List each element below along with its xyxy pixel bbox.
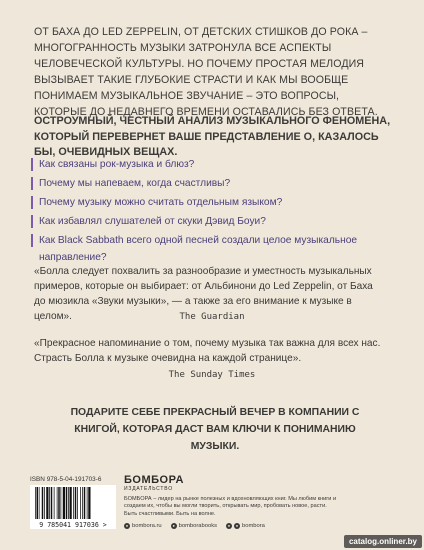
barcode <box>30 485 116 529</box>
social-label: bombora <box>242 523 265 530</box>
list-item <box>31 156 411 175</box>
social-instagram[interactable] <box>171 523 217 529</box>
vk-icon: ● <box>227 523 231 529</box>
instagram-icon: ● <box>172 523 175 529</box>
telegram-icon: ● <box>235 523 239 529</box>
barcode-bar <box>82 487 83 519</box>
social-label: bombora.ru <box>132 523 162 530</box>
list-item <box>31 232 411 263</box>
watermark: catalog.onliner.by <box>344 535 422 548</box>
barcode-bar <box>88 487 90 519</box>
barcode-bar <box>68 487 69 519</box>
barcode-bar <box>39 487 40 519</box>
isbn-block <box>30 476 116 529</box>
list-item <box>31 175 411 194</box>
quote-sunday-times: «Прекрасное напоминание о том, почему музыка так важна для всех нас. Страсть Болла к музыке очевидна на каждой странице». <box>34 338 381 364</box>
barcode-bars <box>30 485 116 521</box>
question-text: Почему мы напеваем, когда счастливы? <box>39 178 231 189</box>
social-vk[interactable] <box>226 523 265 529</box>
barcode-bar <box>58 487 60 519</box>
question-text: Как связаны рок-музыка и блюз? <box>39 159 195 170</box>
barcode-bar <box>70 487 72 519</box>
accent-bar <box>31 158 33 171</box>
accent-bar <box>31 196 33 209</box>
barcode-bar <box>37 487 39 519</box>
isbn-number: ISBN 978-5-04-191703-6 <box>30 476 102 483</box>
accent-bar <box>31 215 33 228</box>
barcode-bar <box>35 487 36 519</box>
question-text: Как избавлял слушателей от скуки Дэвид Боуи? <box>39 216 266 227</box>
social-links <box>124 523 344 529</box>
publisher-logo: БОМБОРА <box>124 474 184 486</box>
intro-paragraph: ОТ БАХА ДО LED ZEPPELIN, ОТ ДЕТСКИХ СТИШКОВ ДО РОКА – МНОГОГРАННОСТЬ МУЗЫКИ ЗАТРОНУЛА ВСЕ АСПЕКТЫ ЧЕЛОВЕЧЕСКОЙ КУЛЬТУРЫ. НО ПОЧЕМУ ПРОСТАЯ МЕЛОДИЯ ВЫЗЫВАЕТ ТАКИЕ ГЛУБОКИЕ СТРАСТИ И КАК МЫ ВООБЩЕ ПОНИМАЕМ МУЗЫКАЛЬНОЕ ЗВУЧАНИЕ – ЭТО ВОПРОСЫ, КОТОРЫЕ ДО НЕДАВНЕГО ВРЕМЕНИ ОСТАВАЛИСЬ БЕЗ ОТВЕТА. <box>34 26 378 118</box>
barcode-bar <box>42 487 44 519</box>
barcode-bar <box>63 487 65 519</box>
barcode-bar <box>87 487 88 519</box>
barcode-bar <box>54 487 55 519</box>
question-text: Как Black Sabbath всего одной песней создали целое музыкальное направление? <box>39 235 358 263</box>
barcode-bar <box>49 487 50 519</box>
barcode-bar <box>84 487 86 519</box>
globe-icon: ● <box>125 523 129 529</box>
closing-statement: ПОДАРИТЕ СЕБЕ ПРЕКРАСНЫЙ ВЕЧЕР В КОМПАНИИ С КНИГОЙ, КОТОРАЯ ДАСТ ВАМ КЛЮЧИ К ПОНИМАНИЮ МУЗЫКИ. <box>70 407 360 452</box>
quote-source-guardian: The Guardian <box>179 312 245 322</box>
barcode-bar <box>73 487 74 519</box>
barcode-bar <box>51 487 53 519</box>
publisher-description: БОМБОРА – лидер на рынке полезных и вдохновляющих книг. Мы любим книги и создаем их, чтобы вы могли творить, открывать мир, пробовать новое, расти. Быть счастливыми. Быть на волне. <box>124 496 337 517</box>
list-item <box>31 213 411 232</box>
accent-bar <box>31 177 33 190</box>
barcode-bar <box>57 487 58 519</box>
question-list <box>31 156 411 263</box>
publisher-subtitle: ИЗДАТЕЛЬСТВО <box>124 486 173 492</box>
barcode-bar <box>46 487 48 519</box>
question-text: Почему музыку можно считать отдельным языком? <box>39 197 283 208</box>
lead-paragraph: ОСТРОУМНЫЙ, ЧЕСТНЫЙ АНАЛИЗ МУЗЫКАЛЬНОГО ФЕНОМЕНА, КОТОРЫЙ ПЕРЕВЕРНЕТ ВАШЕ ПРЕДСТАВЛЕНИЕ О, КАЗАЛОСЬ БЫ, ОЧЕВИДНЫХ ВЕЩАХ. <box>34 115 391 158</box>
accent-bar <box>31 234 33 247</box>
barcode-bar <box>77 487 78 519</box>
barcode-bar <box>66 487 68 519</box>
quote-guardian: «Болла следует похвалить за разнообразие и уместность музыкальных примеров, которые он выбирает: от Альбинони до Led Zeppelin, от Баха до мюзикла «Звуки музыки», — а также за его внимание к музыке в целом». <box>34 266 373 322</box>
publisher-block <box>124 475 344 529</box>
barcode-digits: 9 785041 917036 > <box>30 521 116 529</box>
barcode-bar <box>80 487 81 519</box>
barcode-bar <box>75 487 77 519</box>
quote-source-sunday-times: The Sunday Times <box>168 370 256 380</box>
list-item <box>31 194 411 213</box>
barcode-bar <box>61 487 62 519</box>
social-label: bomborabooks <box>178 523 218 530</box>
barcode-bar <box>44 487 45 519</box>
social-website[interactable] <box>124 523 162 529</box>
